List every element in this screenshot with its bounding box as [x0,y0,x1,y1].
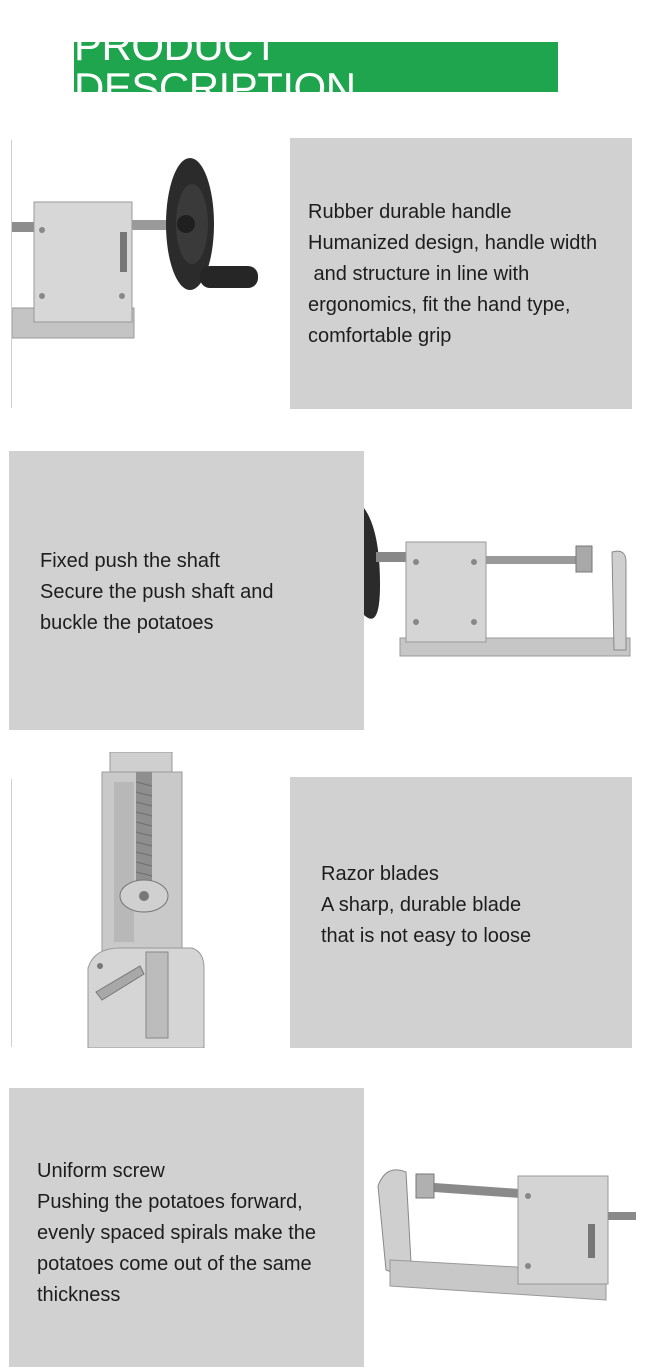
feature-line: A sharp, durable blade [321,894,522,916]
feature-text [37,1156,316,1311]
feature-line: Secure the push shaft and [40,581,274,603]
feature-text [308,197,597,352]
feature-line: buckle the potatoes [40,612,214,634]
divider [11,779,12,1047]
feature-line: Fixed push the shaft [40,550,221,572]
blade-photo [80,752,210,1048]
feature-line: ergonomics, fit the hand type, [308,294,571,316]
push-shaft-photo [364,500,634,665]
feature-line: Humanized design, handle width [308,232,598,254]
feature-panel [9,451,364,730]
screw-photo [376,1160,638,1310]
feature-line: Pushing the potatoes forward, [37,1191,303,1213]
feature-line: Rubber durable handle [308,201,512,223]
feature-line: Razor blades [321,863,439,885]
feature-line: evenly spaced spirals make the [37,1222,317,1244]
feature-text [321,859,531,952]
feature-text [40,546,274,639]
feature-panel [290,777,632,1048]
feature-line: potatoes come out of the same [37,1253,312,1275]
feature-line: thickness [37,1284,121,1306]
feature-panel [9,1088,364,1367]
feature-line: and structure in line with [308,263,530,285]
handle-wheel-photo [12,150,272,350]
feature-line: Uniform screw [37,1160,165,1182]
feature-line: comfortable grip [308,325,452,347]
feature-line: that is not easy to loose [321,925,532,947]
page-title: PRODUCT DESCRIPTION [74,42,558,92]
feature-panel [290,138,632,409]
